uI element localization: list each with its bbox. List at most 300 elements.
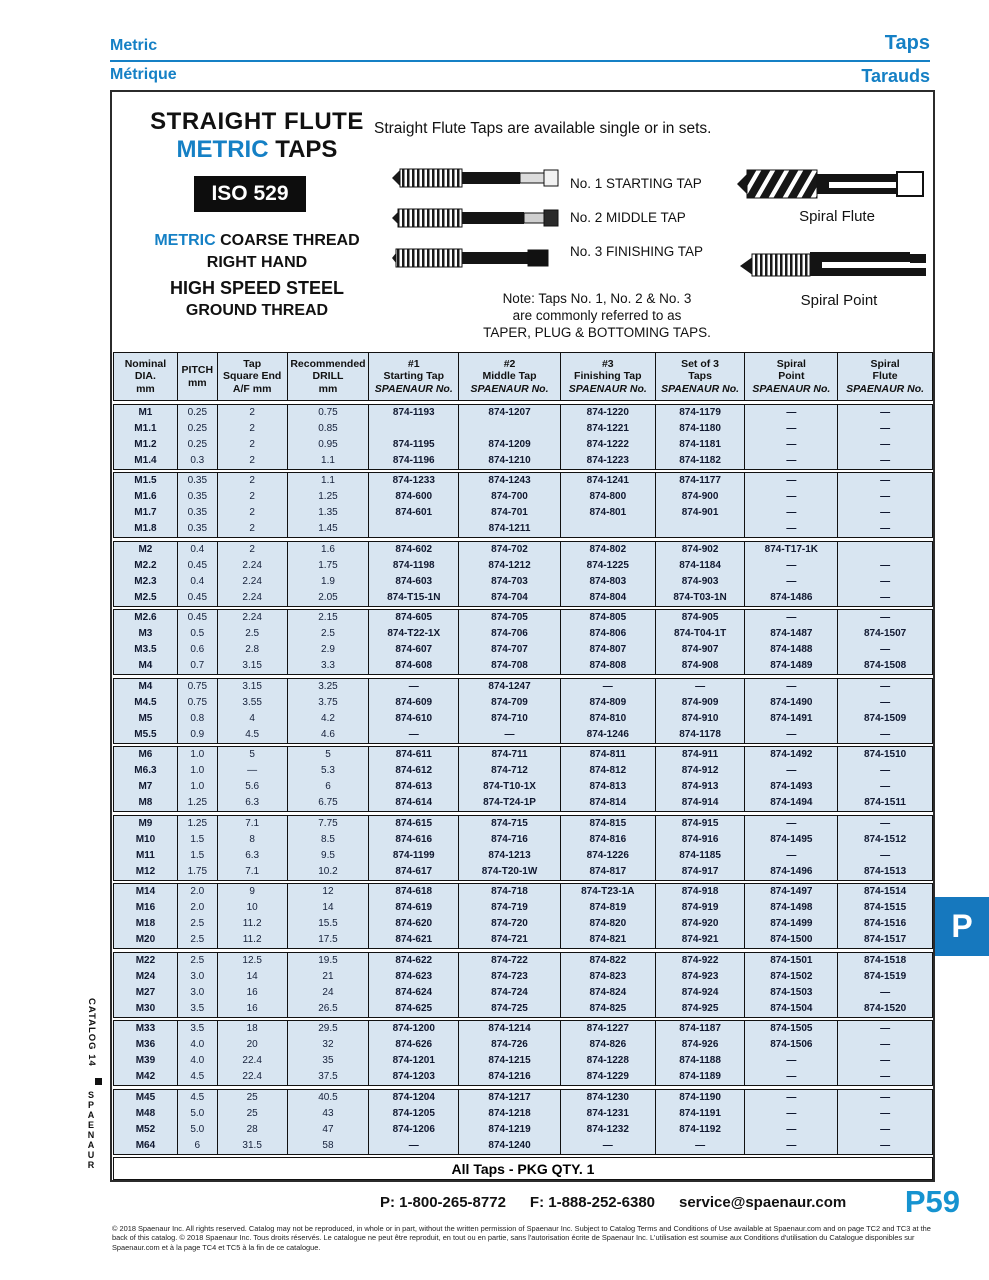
title-metric-word: METRIC (176, 136, 269, 163)
table-cell: M36 (114, 1037, 178, 1053)
table-cell: 2.9 (288, 642, 370, 658)
table-cell: — (561, 679, 656, 695)
table-cell: 874-T03-1N (656, 590, 746, 606)
column-header: Spiral Flute SPAENAUR No. (846, 357, 925, 395)
table-cell: 874-820 (561, 916, 656, 932)
table-cell: — (880, 680, 891, 692)
table-cell: 3.5 (178, 1021, 218, 1037)
table-cell: 874-709 (459, 695, 561, 711)
table-cell: 874-1246 (561, 727, 656, 743)
table-cell: 874-711 (459, 747, 561, 763)
table-cell: — (745, 1138, 838, 1154)
table-cell: 874-1511 (864, 797, 906, 808)
table-cell: 10 (218, 900, 288, 916)
table-cell: 874-710 (459, 711, 561, 727)
table-cell: M9 (114, 816, 178, 832)
table-cell: 874-817 (561, 864, 656, 880)
table-cell: 0.45 (178, 558, 218, 574)
table-cell: M45 (114, 1090, 178, 1106)
table-group (113, 404, 933, 470)
table-cell: 1.35 (288, 505, 370, 521)
table-cell: 29.5 (288, 1021, 370, 1037)
table-cell: 874-805 (561, 610, 656, 626)
table-cell: M48 (114, 1106, 178, 1122)
table-cell: — (745, 610, 838, 626)
section-label-en: Metric (110, 37, 158, 54)
table-cell: 874-612 (369, 763, 459, 779)
table-row (114, 1069, 932, 1085)
table-cell: 874-1506 (745, 1037, 838, 1053)
table-cell: 1.25 (178, 795, 218, 811)
table-cell: — (880, 507, 891, 518)
table-cell: 0.75 (288, 405, 370, 421)
column-header: #2 Middle Tap SPAENAUR No. (459, 353, 561, 400)
table-cell: 2.5 (178, 916, 218, 932)
table-cell: 874-1513 (863, 865, 907, 877)
table-cell: 874-917 (656, 864, 746, 880)
table-cell: 874-1195 (369, 437, 459, 453)
table-cell: 0.7 (178, 658, 218, 674)
table-cell: 874-926 (656, 1037, 746, 1053)
table-cell: 16 (218, 985, 288, 1001)
table-cell: — (745, 727, 838, 743)
table-cell: — (880, 644, 891, 655)
table-cell: 874-1490 (745, 695, 838, 711)
table-group (113, 541, 933, 607)
table-group (113, 746, 933, 812)
table-cell: — (656, 1138, 746, 1154)
table-cell: M5.5 (114, 727, 178, 743)
table-cell: 0.6 (178, 642, 218, 658)
table-cell: 874-802 (561, 542, 656, 558)
table-cell: 874-813 (561, 779, 656, 795)
table-cell: 1.0 (178, 747, 218, 763)
table-cell: 874-1212 (459, 558, 561, 574)
table-cell: 25 (218, 1106, 288, 1122)
tap-note-line2: are commonly referred to as (512, 308, 682, 323)
table-cell: 874-1510 (863, 749, 907, 760)
table-cell: — (745, 1053, 838, 1069)
table-cell: 874-1221 (561, 421, 656, 437)
table-cell: M1.2 (114, 437, 178, 453)
table-cell: 874-702 (459, 542, 561, 558)
table-cell: 874-701 (459, 505, 561, 521)
table-cell: 874-822 (561, 953, 656, 969)
table-cell: 14 (218, 969, 288, 985)
table-cell: 874-1185 (656, 848, 746, 864)
page-number: P59 (904, 1184, 960, 1219)
table-cell: 15.5 (288, 916, 370, 932)
table-row (114, 816, 932, 832)
table-cell: 4 (218, 711, 288, 727)
table-cell: 874-721 (459, 932, 561, 948)
table-row (114, 658, 932, 674)
table-cell: M3.5 (114, 642, 178, 658)
table-cell: — (880, 728, 891, 740)
table-cell: — (745, 489, 838, 505)
table-row (114, 521, 932, 537)
table-cell: 7.75 (288, 816, 370, 832)
table-cell: 2.5 (178, 953, 218, 969)
table-cell: 2 (218, 505, 288, 521)
table-group (113, 609, 933, 675)
table-cell: 874-626 (369, 1037, 459, 1053)
column-header: Spiral Point SPAENAUR No. (745, 353, 838, 400)
pkg-qty-text: All Taps - PKG QTY. 1 (451, 1160, 595, 1177)
table-cell: 874-902 (656, 542, 746, 558)
table-cell: 0.85 (288, 421, 370, 437)
table-row (114, 642, 932, 658)
table-cell: 874-716 (459, 832, 561, 848)
table-cell: 17.5 (288, 932, 370, 948)
table-cell: 874-704 (459, 590, 561, 606)
table-cell: 874-918 (656, 884, 746, 900)
table-cell: M11 (114, 848, 178, 864)
table-cell: 58 (288, 1138, 370, 1154)
email-address: service@spaenaur.com (679, 1194, 847, 1211)
table-cell: — (880, 696, 891, 708)
table-cell: 874-1211 (459, 521, 561, 537)
table-cell: 2.15 (288, 610, 370, 626)
table-cell: 3.0 (178, 969, 218, 985)
table-cell: — (656, 679, 746, 695)
spaenaur-logo-icon (95, 1078, 102, 1085)
table-cell: 874-910 (656, 711, 746, 727)
table-cell: 3.0 (178, 985, 218, 1001)
table-row (114, 1001, 932, 1017)
table-cell: M10 (114, 832, 178, 848)
table-cell: 874-1199 (369, 848, 459, 864)
table-cell: 874-1198 (369, 558, 459, 574)
spiral-point-image (740, 244, 928, 286)
table-cell: — (880, 1091, 891, 1103)
table-cell: M5 (114, 711, 178, 727)
table-cell: 874-905 (656, 610, 746, 626)
table-cell: — (745, 405, 838, 421)
table-cell: 874-806 (561, 626, 656, 642)
table-cell: 874-808 (561, 658, 656, 674)
table-cell: 874-1213 (459, 848, 561, 864)
table-cell: 874-1520 (863, 1002, 907, 1014)
table-cell: 874-1227 (561, 1021, 656, 1037)
table-cell: 2 (218, 542, 288, 558)
table-cell: — (880, 1023, 891, 1034)
table-cell: 4.0 (178, 1037, 218, 1053)
table-cell: M30 (114, 1001, 178, 1017)
table-cell: 874-916 (656, 832, 746, 848)
table-cell: 874-1210 (459, 453, 561, 469)
table-cell: 874-1214 (459, 1021, 561, 1037)
table-cell: M18 (114, 916, 178, 932)
table-group (113, 472, 933, 538)
section-label-fr: Métrique (110, 66, 177, 83)
table-cell: — (880, 612, 891, 623)
table-cell: 874-823 (561, 969, 656, 985)
table-cell: 874-T04-1T (656, 626, 746, 642)
table-cell: 7.1 (218, 864, 288, 880)
table-row (114, 626, 932, 642)
table-cell: 874-600 (369, 489, 459, 505)
table-group (113, 952, 933, 1018)
table-cell: 874-1500 (745, 932, 838, 948)
table-row (114, 405, 932, 421)
table-cell: M1.8 (114, 521, 178, 537)
table-cell: 2 (218, 489, 288, 505)
table-cell: 874-900 (656, 489, 746, 505)
table-cell: M2 (114, 542, 178, 558)
table-cell: 874-914 (656, 795, 746, 811)
table-cell: 6.3 (218, 795, 288, 811)
table-cell: 874-609 (369, 695, 459, 711)
table-cell: 8.5 (288, 832, 370, 848)
table-cell: 874-T17-1K (745, 542, 838, 558)
table-cell: 874-919 (656, 900, 746, 916)
table-cell: M12 (114, 864, 178, 880)
table-cell: 874-1218 (459, 1106, 561, 1122)
spiral-flute-label: Spiral Flute (799, 208, 875, 225)
table-row (114, 864, 932, 880)
table-cell: 1.6 (288, 542, 370, 558)
table-cell: 874-1182 (656, 453, 746, 469)
table-row (114, 437, 932, 453)
table-cell: 874-1518 (863, 954, 907, 966)
column-header: #1 Starting Tap SPAENAUR No. (369, 353, 459, 400)
table-cell: 874-825 (561, 1001, 656, 1017)
table-cell: 874-1206 (369, 1122, 459, 1138)
table-cell: 874-1201 (369, 1053, 459, 1069)
category-label-fr: Tarauds (861, 66, 930, 86)
table-cell: — (745, 437, 838, 453)
table-cell: 3.55 (218, 695, 288, 711)
table-cell: 22.4 (218, 1053, 288, 1069)
table-cell: 874-719 (459, 900, 561, 916)
table-cell: 874-623 (369, 969, 459, 985)
product-title-line1: STRAIGHT FLUTE (150, 108, 364, 135)
table-cell: 874-812 (561, 763, 656, 779)
table-row (114, 610, 932, 626)
table-cell: 0.35 (178, 489, 218, 505)
table-cell: 874-1487 (745, 626, 838, 642)
table-cell: 0.35 (178, 521, 218, 537)
table-cell: 874-826 (561, 1037, 656, 1053)
table-cell: M64 (114, 1138, 178, 1154)
column-header: Set of 3 Taps SPAENAUR No. (656, 353, 746, 400)
fax-number: F: 1-888-252-6380 (529, 1194, 655, 1211)
table-cell: — (880, 1107, 891, 1119)
tap-set-image (392, 164, 560, 284)
table-group (113, 883, 933, 949)
table-cell: 25 (218, 1090, 288, 1106)
table-cell: 7.1 (218, 816, 288, 832)
tap-note-line3: TAPER, PLUG & BOTTOMING TAPS. (483, 325, 711, 340)
table-cell: — (745, 679, 838, 695)
table-row (114, 695, 932, 711)
table-cell: 11.2 (218, 932, 288, 948)
table-cell: 874-T15-1N (369, 590, 459, 606)
spiral-point-label: Spiral Point (800, 292, 878, 309)
table-cell: 874-703 (459, 574, 561, 590)
table-cell: — (561, 1138, 656, 1154)
table-cell: 26.5 (288, 1001, 370, 1017)
table-cell: M8 (114, 795, 178, 811)
table-cell: — (745, 558, 838, 574)
table-cell: 31.5 (218, 1138, 288, 1154)
table-cell: 874-1512 (863, 833, 907, 845)
table-cell: — (880, 491, 891, 502)
table-cell: 874-922 (656, 953, 746, 969)
table-cell: — (745, 1122, 838, 1138)
table-group (113, 1020, 933, 1086)
table-cell: 0.75 (178, 679, 218, 695)
finishing-tap-label: No. 3 FINISHING TAP (570, 244, 704, 259)
table-cell: 874-T22-1X (369, 626, 459, 642)
table-cell: 1.5 (178, 848, 218, 864)
table-cell: 874-921 (656, 932, 746, 948)
table-cell: 5.0 (178, 1122, 218, 1138)
table-cell: 2 (218, 453, 288, 469)
table-cell: 874-1179 (656, 405, 746, 421)
table-cell: 1.1 (288, 453, 370, 469)
table-row (114, 505, 932, 521)
intro-text: Straight Flute Taps are available single or in sets. (374, 120, 712, 137)
table-cell: 874-615 (369, 816, 459, 832)
table-cell: 874-814 (561, 795, 656, 811)
table-cell: 874-1489 (745, 658, 838, 674)
table-cell: 2.24 (218, 610, 288, 626)
spec-line-ground: GROUND THREAD (185, 302, 329, 319)
table-cell: M1.4 (114, 453, 178, 469)
table-cell: 874-1226 (561, 848, 656, 864)
table-cell: 874-1499 (745, 916, 838, 932)
table-cell: 874-803 (561, 574, 656, 590)
phone-number: P: 1-800-265-8772 (380, 1194, 506, 1211)
table-cell: — (459, 727, 561, 743)
table-cell: M20 (114, 932, 178, 948)
table-cell: 874-621 (369, 932, 459, 948)
table-cell: 874-1488 (745, 642, 838, 658)
table-cell (459, 421, 561, 437)
brand-name-vertical: SPAENAUR (86, 1090, 96, 1170)
table-cell: 2 (218, 521, 288, 537)
table-cell: 874-1215 (459, 1053, 561, 1069)
table-cell: — (880, 1055, 891, 1066)
table-cell: 874-707 (459, 642, 561, 658)
table-cell: 0.25 (178, 437, 218, 453)
table-cell: — (880, 817, 891, 829)
table-header-row (113, 352, 933, 401)
table-cell: 2 (218, 421, 288, 437)
table-cell: 874-705 (459, 610, 561, 626)
table-cell: — (745, 421, 838, 437)
table-cell: — (880, 523, 891, 534)
spiral-flute-image (737, 164, 927, 204)
table-cell: 874-1209 (459, 437, 561, 453)
table-cell: 10.2 (288, 864, 370, 880)
table-group (113, 678, 933, 744)
table-row (114, 779, 932, 795)
table-cell: M2.2 (114, 558, 178, 574)
table-row (114, 763, 932, 779)
table-cell: 2 (218, 473, 288, 489)
table-row (114, 421, 932, 437)
table-cell: 874-720 (459, 916, 561, 932)
table-cell: 0.35 (178, 505, 218, 521)
table-cell: 1.25 (178, 816, 218, 832)
product-title-line2 (132, 136, 382, 164)
table-cell: 20 (218, 1037, 288, 1053)
table-cell: 874-1225 (561, 558, 656, 574)
table-cell: 1.9 (288, 574, 370, 590)
table-cell (369, 521, 459, 537)
table-cell: 874-903 (656, 574, 746, 590)
content-box (110, 90, 935, 1182)
table-cell: 874-1493 (745, 779, 838, 795)
table-cell: 0.45 (178, 590, 218, 606)
table-cell: 5.3 (288, 763, 370, 779)
spec-line-hand: RIGHT HAND (206, 254, 308, 271)
table-cell: M4 (114, 679, 178, 695)
table-cell: 1.75 (288, 558, 370, 574)
table-cell: M22 (114, 953, 178, 969)
starting-tap-image (392, 164, 560, 192)
table-cell: 874-603 (369, 574, 459, 590)
table-cell: 874-1184 (656, 558, 746, 574)
category-label-en: Taps (884, 32, 930, 54)
table-cell: M2.3 (114, 574, 178, 590)
table-cell: — (880, 1123, 891, 1135)
table-cell: 0.75 (178, 695, 218, 711)
column-header: Tap Square End A/F mm (218, 353, 288, 400)
table-cell: 874-1247 (459, 679, 561, 695)
table-row (114, 473, 932, 489)
table-cell: 2.0 (178, 900, 218, 916)
table-cell: 24 (288, 985, 370, 1001)
table-cell: 14 (288, 900, 370, 916)
table-cell: 11.2 (218, 916, 288, 932)
table-cell: — (880, 406, 891, 418)
table-group (113, 1089, 933, 1155)
table-cell: M6.3 (114, 763, 178, 779)
table-cell: M1.1 (114, 421, 178, 437)
table-cell: 874-1505 (745, 1021, 838, 1037)
table-cell: 3.15 (218, 658, 288, 674)
table-cell: 874-718 (459, 884, 561, 900)
table-cell: M1.7 (114, 505, 178, 521)
table-cell: 9 (218, 884, 288, 900)
tap-note (442, 290, 752, 341)
table-cell: — (880, 765, 891, 776)
table-cell (838, 542, 932, 558)
column-header: Recommended DRILL mm (288, 353, 370, 400)
table-cell: 1.45 (288, 521, 370, 537)
table-cell: 874-620 (369, 916, 459, 932)
table-cell: 874-1515 (863, 902, 907, 913)
table-cell: 1.75 (178, 864, 218, 880)
table-cell: 874-816 (561, 832, 656, 848)
table-cell: 874-1188 (656, 1053, 746, 1069)
table-cell: 874-611 (369, 747, 459, 763)
table-cell: 874-608 (369, 658, 459, 674)
table-row (114, 1106, 932, 1122)
table-cell: 874-821 (561, 932, 656, 948)
table-cell (656, 521, 746, 537)
table-cell: 874-801 (561, 505, 656, 521)
table-cell: 47 (288, 1122, 370, 1138)
table-cell: 0.9 (178, 727, 218, 743)
table-cell: 874-706 (459, 626, 561, 642)
table-cell: M6 (114, 747, 178, 763)
table-row (114, 574, 932, 590)
